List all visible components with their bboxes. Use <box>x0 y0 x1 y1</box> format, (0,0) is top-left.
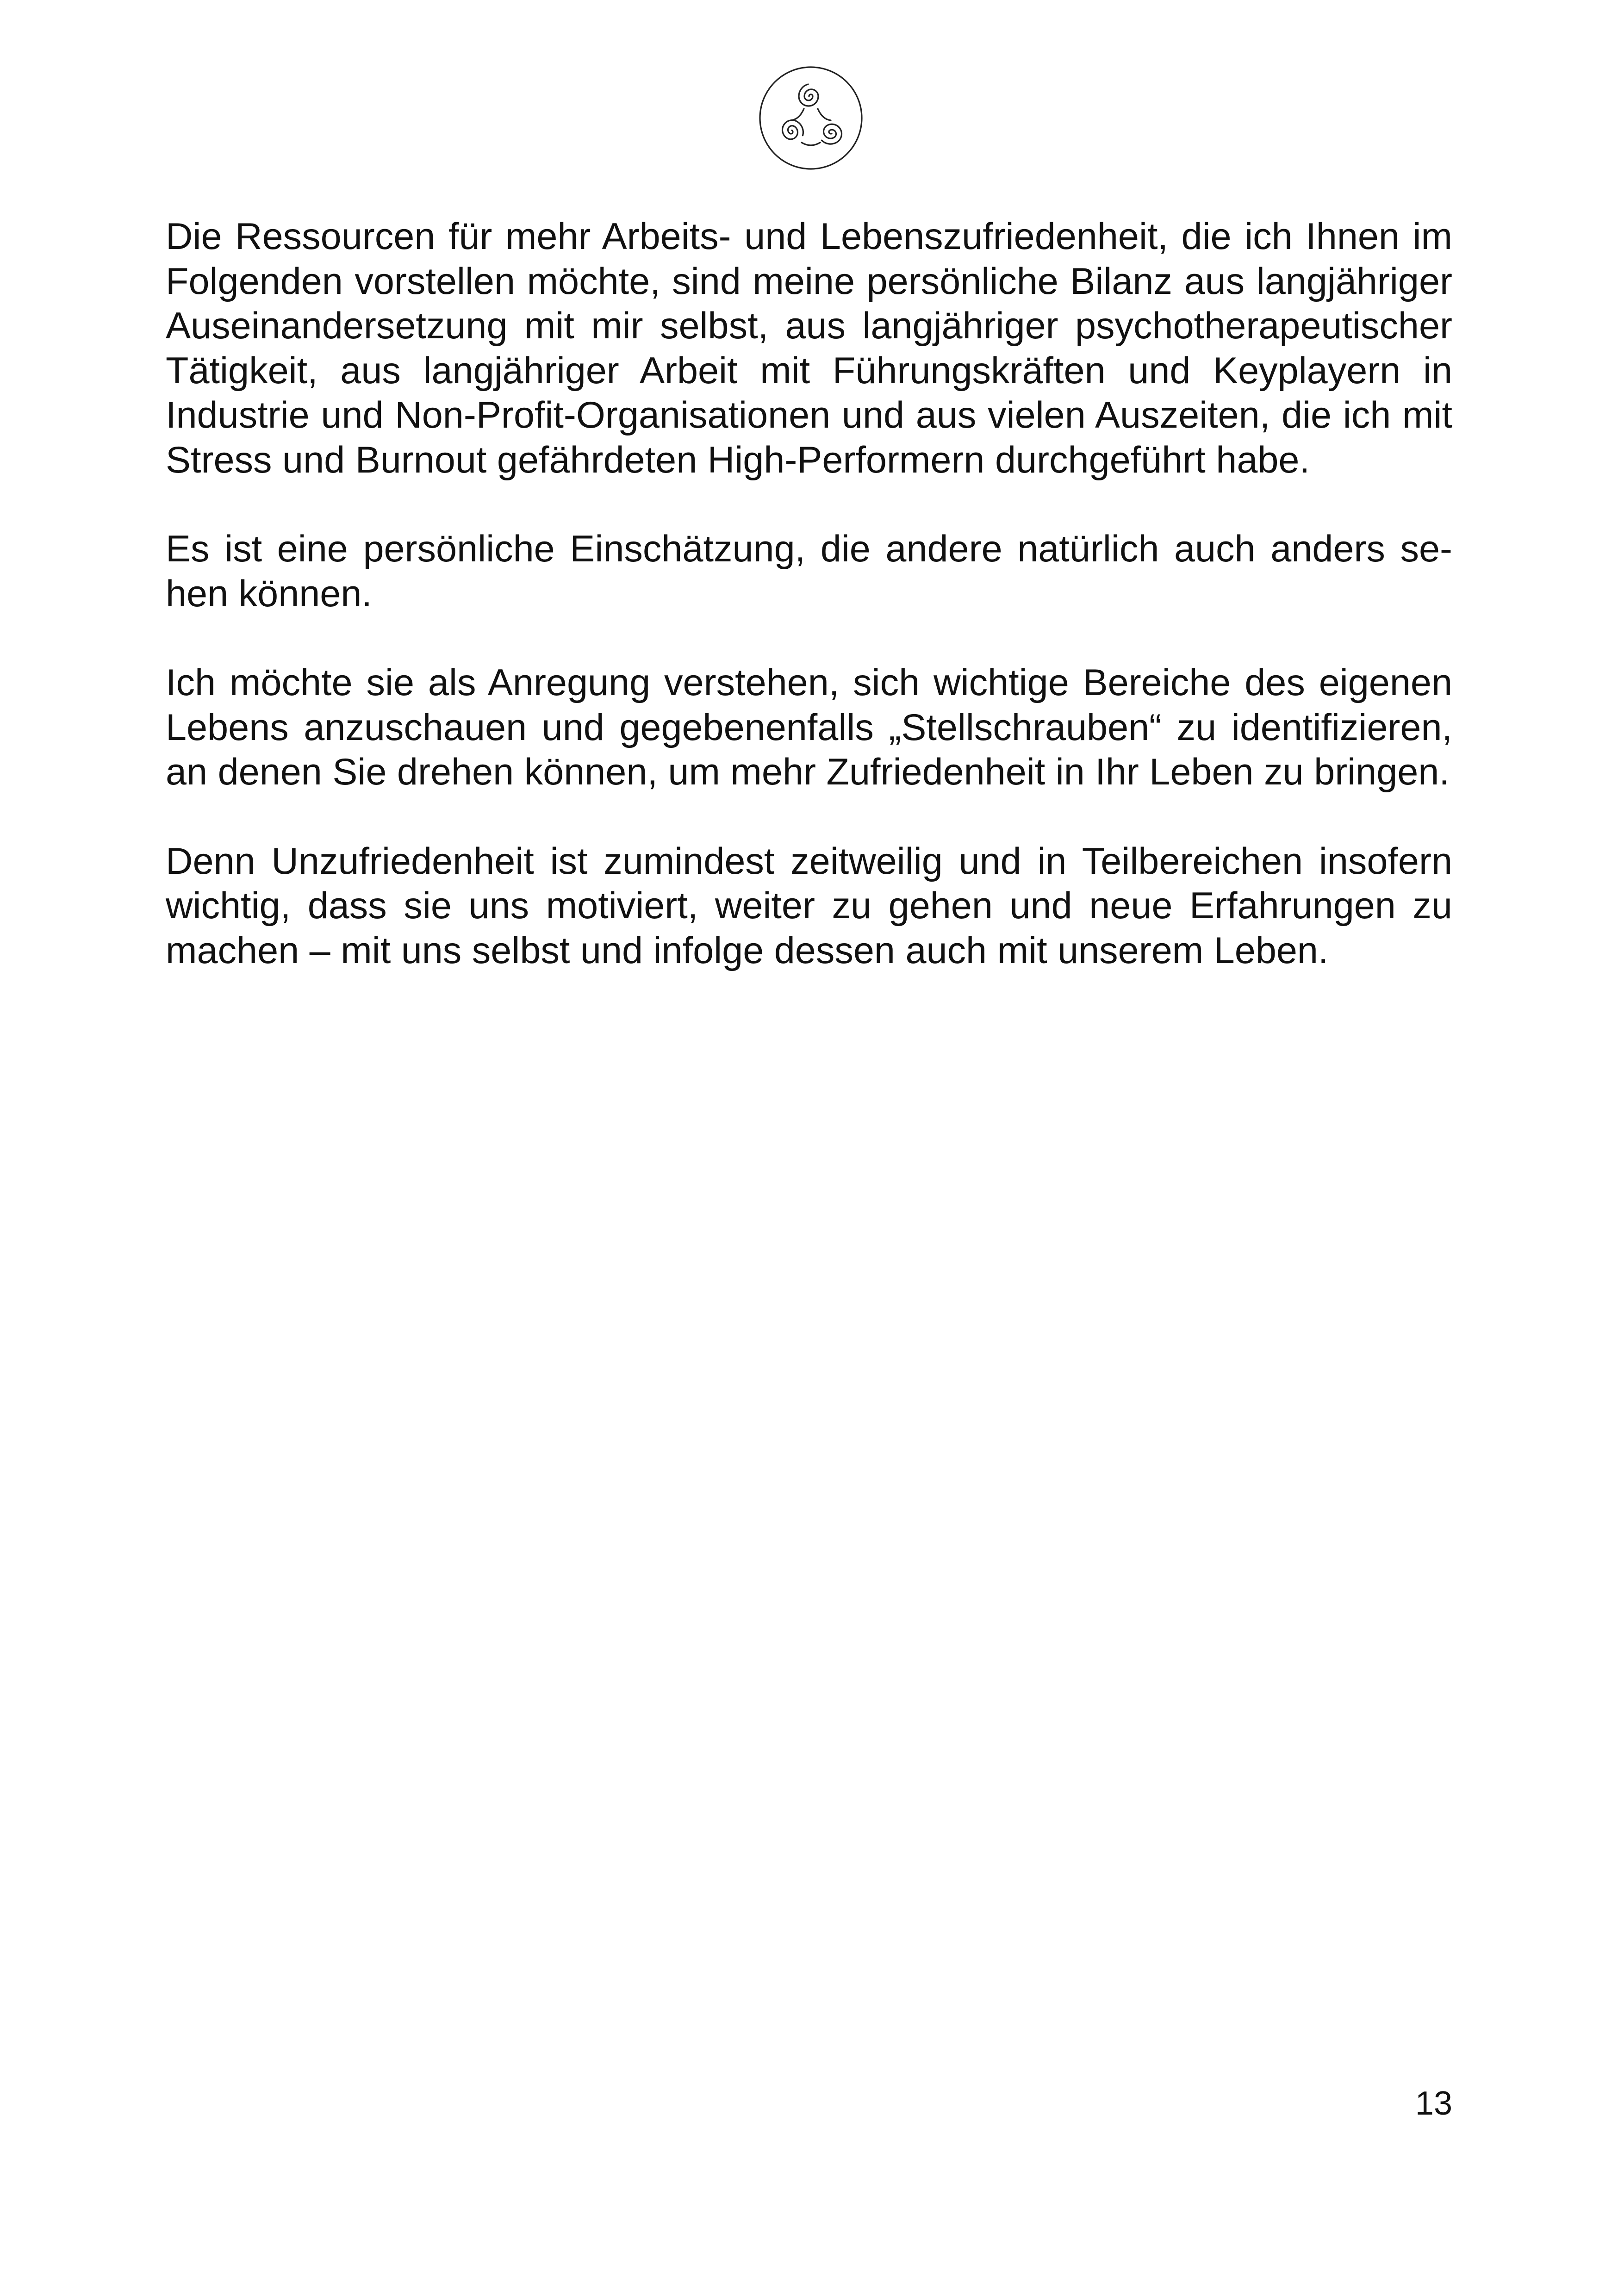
paragraph: Die Ressourcen für mehr Arbeits- und Lebenszufriedenheit, die ich Ihnen im Folgenden vorstellen möchte, sind meine persönliche Bilanz aus langjähriger Auseinandersetzung mit mir selbst, aus langjähriger psychotherapeutischer Tätigkeit, aus langjähriger Arbeit mit Führungskräften und Keyplayern in Industrie und Non-Profit-Organisationen und aus vielen Auszeiten, die ich mit Stress und Burnout gefährdeten High-Performern durchgeführt habe. <box>166 216 1452 481</box>
paragraph: Es ist eine persönliche Einschätzung, die andere natürlich auch anders sehen können. <box>166 528 1452 615</box>
paragraph: Denn Unzufriedenheit ist zumindest zeitweilig und in Teilbereichen insofern wichtig, dass sie uns motiviert, weiter zu gehen und neue Erfahrungen zu machen – mit uns selbst und infolge dessen auch mit unserem Leben. <box>166 840 1452 971</box>
paragraph: Ich möchte sie als Anregung verstehen, sich wichtige Bereiche des eigenen Lebens anzuschauen und gegebenenfalls „Stellschrauben“ zu identifizieren, an denen Sie drehen können, um mehr Zufriedenheit in Ihr Leben zu bringen. <box>166 662 1452 793</box>
body-text <box>166 214 1452 973</box>
page-number: 13 <box>1415 2085 1452 2122</box>
triskele-icon <box>758 65 864 171</box>
